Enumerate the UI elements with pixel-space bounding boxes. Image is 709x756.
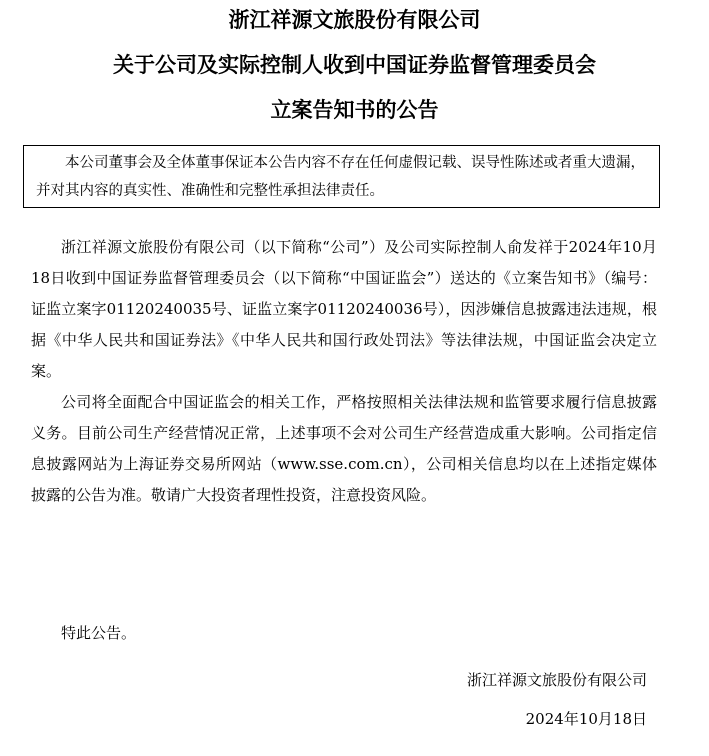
company-name-heading: 浙江祥源文旅股份有限公司: [228, 8, 481, 32]
body-paragraph-1: 浙江祥源文旅股份有限公司（以下简称“公司”）及公司实际控制人俞发祥于2024年10月18日收到中国证券监督管理委员会（以下简称“中国证监会”）送达的《立案告知书》（编号：证监立案字01120240035号、证监立案字01120240036号），因涉嫌信息披露违法违规，根据《中华人民共和国证券法》《中华人民共和国行政处罚法》等法律法规，中国证监会决定立案。: [31, 238, 657, 380]
closing-remark: 特此公告。: [61, 624, 137, 642]
announcement-body: [31, 232, 657, 511]
signature-company: 浙江祥源文旅股份有限公司: [466, 671, 647, 689]
announcement-title-line-2: 立案告知书的公告: [270, 98, 439, 122]
body-paragraph-2: 公司将全面配合中国证监会的相关工作，严格按照相关法律法规和监管要求履行信息披露义务。目前公司生产经营情况正常，上述事项不会对公司生产经营造成重大影响。公司指定信息披露网站为上海证券交易所网站（www.sse.com.cn），公司相关信息均以在上述指定媒体披露的公告为准。敬请广大投资者理性投资，注意投资风险。: [31, 393, 657, 504]
announcement-title-line-1: 关于公司及实际控制人收到中国证券监督管理委员会: [113, 53, 596, 77]
signature-block: [467, 665, 647, 735]
board-guarantee-notice-box: [23, 145, 660, 208]
signature-date: 2024年10月18日: [525, 710, 647, 728]
board-guarantee-statement: 本公司董事会及全体董事保证本公告内容不存在任何虚假记载、误导性陈述或者重大遗漏，并对其内容的真实性、准确性和完整性承担法律责任。: [36, 155, 645, 199]
announcement-header: [0, 4, 709, 139]
